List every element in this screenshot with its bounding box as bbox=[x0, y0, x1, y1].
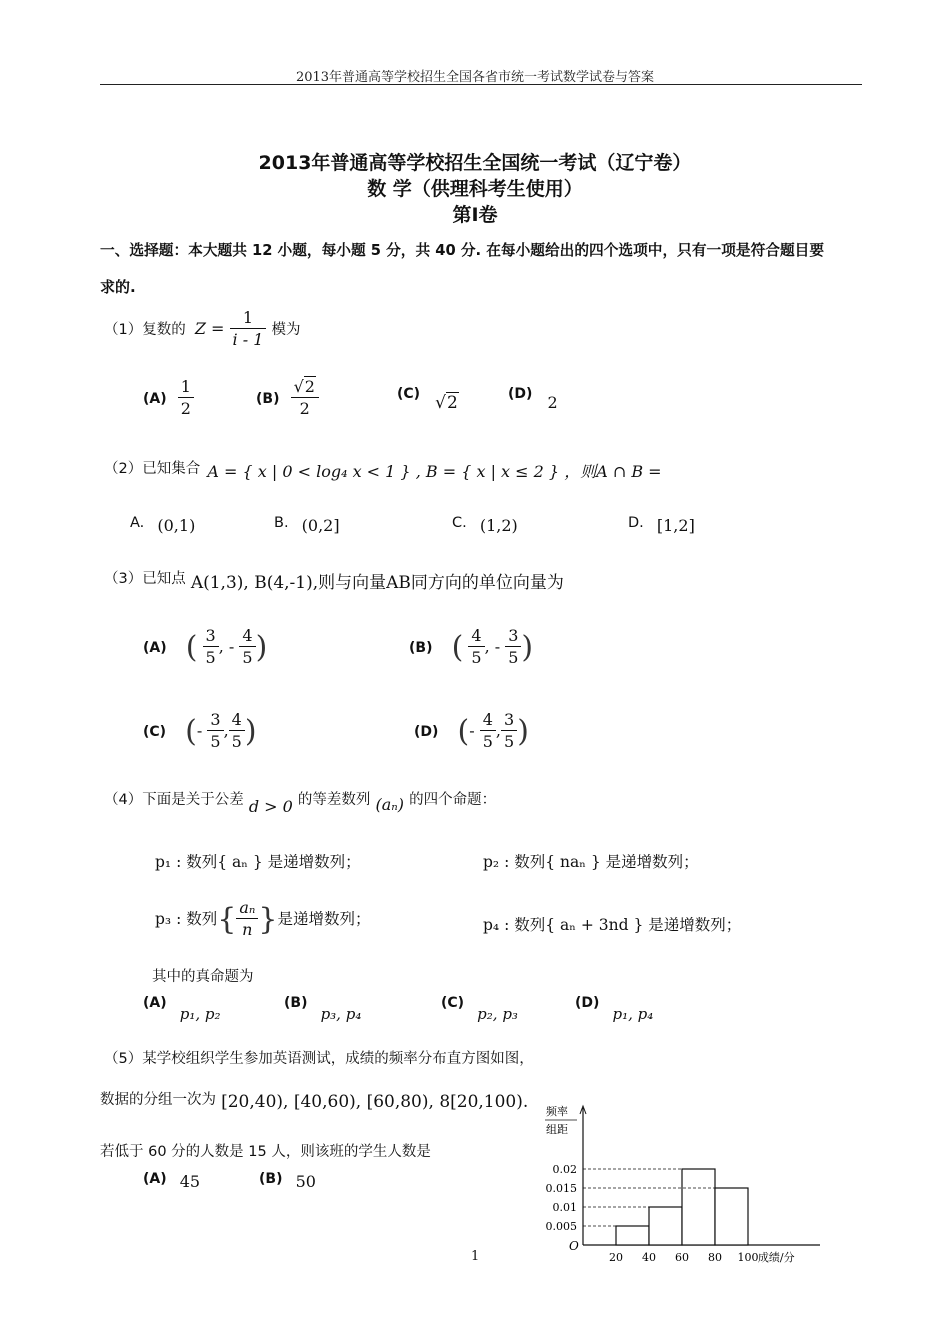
q1-b-rad: 2 bbox=[304, 377, 315, 396]
histogram-bar bbox=[715, 1188, 748, 1245]
question-1 bbox=[104, 308, 301, 351]
question-3 bbox=[104, 563, 564, 593]
q3-option-c: (C) (- $\frac{3}{5}$ , $\frac{4}{5}$ ) bbox=[143, 710, 257, 751]
q3-c-n2: 4 bbox=[231, 710, 242, 729]
q1-a-den: 2 bbox=[178, 397, 194, 420]
q4-mid: 的等差数列 bbox=[297, 792, 371, 808]
q1-d-val: 2 bbox=[547, 393, 558, 412]
q1-z: Z = bbox=[194, 319, 225, 338]
q2-option-b bbox=[274, 512, 340, 535]
q1-option-d bbox=[508, 383, 558, 412]
q4-proposition-1: p₁ : 数列{ aₙ } 是递增数列； bbox=[155, 853, 361, 871]
q2-label-c: C. bbox=[452, 515, 467, 531]
q3-b-f1 bbox=[468, 626, 484, 669]
x-tick-label: 60 bbox=[675, 1251, 689, 1264]
y-axis-label-top: 频率 bbox=[546, 1105, 568, 1118]
q2-option-d bbox=[628, 512, 695, 535]
q4-label-a: (A) bbox=[143, 995, 167, 1011]
section-heading: 一、选择题：本大题共 12 小题，每小题 5 分，共 40 分. 在每小题给出的四个选项中，只有一项是符合题目要 bbox=[100, 242, 825, 259]
q3-label-b: (B) bbox=[409, 640, 433, 656]
q3-label-c: (C) bbox=[143, 724, 167, 740]
q4-d-val: p₁, p₄ bbox=[612, 1005, 654, 1023]
q4-option-c bbox=[441, 992, 518, 1023]
q4-option-d bbox=[575, 992, 654, 1023]
q3-d-sign: - bbox=[469, 721, 475, 740]
y-tick-label: 0.015 bbox=[545, 1182, 577, 1195]
q1-b-den: 2 bbox=[291, 397, 319, 420]
q3-prefix: （3）已知点 bbox=[104, 571, 186, 587]
volume-title: 第I卷 bbox=[452, 204, 498, 226]
q3-d-n2: 3 bbox=[504, 710, 515, 729]
q1-den: i - 1 bbox=[230, 328, 267, 351]
origin-label: O bbox=[569, 1239, 579, 1253]
q3-c-f2 bbox=[229, 710, 245, 753]
q3-c-d1: 5 bbox=[207, 730, 223, 753]
page-header: 2013年普通高等学校招生全国各省市统一考试数学试卷与答案 bbox=[295, 70, 655, 85]
q3-option-b: (B) ( $\frac{4}{5}$ , - $\frac{3}{5}$ ) bbox=[409, 626, 534, 667]
q4-d: d > 0 bbox=[248, 797, 293, 816]
q4-p3-num: aₙ bbox=[239, 898, 256, 917]
y-tick-label: 0.01 bbox=[552, 1201, 577, 1214]
q2-option-c bbox=[452, 512, 518, 535]
q4-an: (aₙ) bbox=[375, 795, 405, 814]
q3-d-d1: 5 bbox=[480, 730, 496, 753]
q4-label-c: (C) bbox=[441, 995, 465, 1011]
q4-p3-den: n bbox=[236, 918, 258, 941]
y-tick-label: 0.02 bbox=[552, 1163, 577, 1176]
q4-c-val: p₂, p₃ bbox=[477, 1005, 518, 1023]
q1-c-rad: 2 bbox=[447, 393, 458, 413]
q5-b-val: 50 bbox=[295, 1172, 316, 1191]
q4-option-a bbox=[143, 992, 221, 1023]
q1-b-frac bbox=[291, 377, 319, 420]
q3-b-sep: , - bbox=[484, 637, 501, 656]
q3-a-d1: 5 bbox=[203, 646, 219, 669]
q4-a-val: p₁, p₂ bbox=[179, 1005, 221, 1023]
q3-d-f1 bbox=[480, 710, 496, 753]
histogram-bar bbox=[616, 1226, 649, 1245]
q3-body: A(1,3), B(4,-1),则与向量AB同方向的单位向量为 bbox=[190, 573, 564, 593]
q4-label-b: (B) bbox=[284, 995, 308, 1011]
q1-option-a bbox=[143, 377, 194, 420]
q5-groups bbox=[100, 1088, 529, 1112]
q1-prefix: （1）复数的 bbox=[104, 322, 186, 338]
q3-a-f1 bbox=[203, 626, 219, 669]
x-tick-label: 100 bbox=[737, 1251, 759, 1264]
q1-option-c bbox=[397, 383, 459, 413]
q3-b-d2: 5 bbox=[505, 646, 521, 669]
question-4 bbox=[104, 788, 497, 816]
q3-label-d: (D) bbox=[414, 724, 439, 740]
q4-label-d: (D) bbox=[575, 995, 600, 1011]
q4-true-label: 其中的真命题为 bbox=[152, 969, 254, 985]
q4-proposition-4: p₄ : 数列{ aₙ + 3nd } 是递增数列； bbox=[483, 916, 742, 934]
q3-d-sep: , bbox=[495, 721, 502, 740]
q5-option-a bbox=[143, 1168, 201, 1191]
q3-c-sign: - bbox=[196, 721, 203, 740]
q2-label-b: B. bbox=[274, 515, 289, 531]
q3-c-n1: 3 bbox=[210, 710, 221, 729]
q2-a-val: (0,1) bbox=[157, 516, 196, 535]
q1-num: 1 bbox=[242, 308, 254, 327]
q2-option-a bbox=[130, 512, 196, 535]
q3-a-sep: , - bbox=[218, 637, 235, 656]
q1-label-b: (B) bbox=[256, 391, 280, 407]
q4-p3-post: 是递增数列； bbox=[277, 910, 371, 928]
q2-label-a: A. bbox=[130, 515, 145, 531]
q4-proposition-2: p₂ : 数列{ naₙ } 是递增数列； bbox=[483, 853, 699, 871]
q4-b-val: p₃, p₄ bbox=[320, 1005, 362, 1023]
q3-a-n1: 3 bbox=[205, 626, 216, 645]
q1-option-b bbox=[256, 377, 319, 420]
q3-c-d2: 5 bbox=[229, 730, 245, 753]
q3-a-d2: 5 bbox=[239, 646, 255, 669]
q3-d-d2: 5 bbox=[501, 730, 517, 753]
q4-option-b bbox=[284, 992, 362, 1023]
histogram-bar bbox=[649, 1207, 682, 1245]
q5-a-val: 45 bbox=[179, 1172, 201, 1191]
q2-d-val: [1,2] bbox=[656, 516, 695, 535]
q3-label-a: (A) bbox=[143, 640, 167, 656]
q5-option-b bbox=[259, 1168, 316, 1191]
q2-label-d: D. bbox=[628, 515, 644, 531]
q3-a-f2 bbox=[239, 626, 255, 669]
frequency-histogram bbox=[530, 1100, 830, 1275]
q2-sets: A = { x | 0 < log₄ x < 1 } , B = { x | x ≤ 2 } ，则A ∩ B = bbox=[207, 462, 662, 481]
q3-b-f2 bbox=[505, 626, 521, 669]
q3-c-sep: , bbox=[223, 721, 229, 740]
q1-label-a: (A) bbox=[143, 391, 167, 407]
x-tick-label: 20 bbox=[609, 1251, 623, 1264]
q4-suffix: 的四个命题： bbox=[409, 792, 497, 808]
q5-label-b: (B) bbox=[259, 1171, 283, 1187]
q4-prefix: （4）下面是关于公差 bbox=[104, 792, 244, 808]
exam-title: 2013年普通高等学校招生全国统一考试（辽宁卷） bbox=[258, 152, 692, 174]
histogram-bar bbox=[682, 1169, 715, 1245]
question-5: （5）某学校组织学生参加英语测试，成绩的频率分布直方图如图， bbox=[104, 1051, 534, 1067]
q1-c-sqrt: √2 bbox=[435, 393, 458, 413]
y-tick-label: 0.005 bbox=[545, 1220, 577, 1233]
q1-a-num: 1 bbox=[180, 377, 191, 396]
q3-b-d1: 5 bbox=[468, 646, 484, 669]
q3-option-d: (D) (- $\frac{4}{5}$ , $\frac{3}{5}$ ) bbox=[414, 710, 529, 751]
q3-option-a: (A) ( $\frac{3}{5}$ , - $\frac{4}{5}$ ) bbox=[143, 626, 268, 667]
q4-proposition-3: p₃ : 数列{ $\frac{\text{aₙ}}{n}$ }是递增数列； bbox=[155, 898, 371, 939]
x-tick-label: 40 bbox=[642, 1251, 656, 1264]
q1-a-frac bbox=[178, 377, 194, 420]
q5-groups-pre: 数据的分组一次为 bbox=[100, 1092, 216, 1108]
q2-prefix: （2）已知集合 bbox=[104, 461, 201, 477]
q5-condition: 若低于 60 分的人数是 15 人，则该班的学生人数是 bbox=[100, 1144, 431, 1160]
q1-label-d: (D) bbox=[508, 386, 533, 402]
x-axis-label: 成绩/分 bbox=[757, 1251, 795, 1264]
q1-fraction bbox=[230, 308, 267, 351]
q2-c-val: (1,2) bbox=[479, 516, 518, 535]
q4-p3-frac bbox=[236, 898, 258, 941]
y-axis-label-bottom: 组距 bbox=[546, 1123, 568, 1136]
q5-label-a: (A) bbox=[143, 1171, 167, 1187]
x-tick-label: 80 bbox=[708, 1251, 722, 1264]
header-rule bbox=[100, 84, 862, 85]
page-number: 1 bbox=[471, 1249, 480, 1264]
q4-p3-pre: p₃ : 数列 bbox=[155, 910, 218, 928]
q1-suffix: 模为 bbox=[271, 322, 301, 338]
q2-b-val: (0,2] bbox=[301, 516, 340, 535]
q3-a-n2: 4 bbox=[242, 626, 253, 645]
q5-groups-math: [20,40), [40,60), [60,80), 8[20,100). bbox=[221, 1092, 529, 1112]
exam-subtitle: 数 学（供理科考生使用） bbox=[367, 178, 583, 200]
q3-d-f2 bbox=[501, 710, 517, 753]
q3-b-n2: 3 bbox=[508, 626, 519, 645]
q1-b-num: √2 bbox=[293, 377, 315, 396]
q1-label-c: (C) bbox=[397, 386, 421, 402]
q3-b-n1: 4 bbox=[471, 626, 482, 645]
question-2 bbox=[104, 455, 662, 481]
q3-d-n1: 4 bbox=[482, 710, 493, 729]
section-heading-cont: 求的. bbox=[100, 278, 136, 296]
q3-c-f1 bbox=[207, 710, 223, 753]
